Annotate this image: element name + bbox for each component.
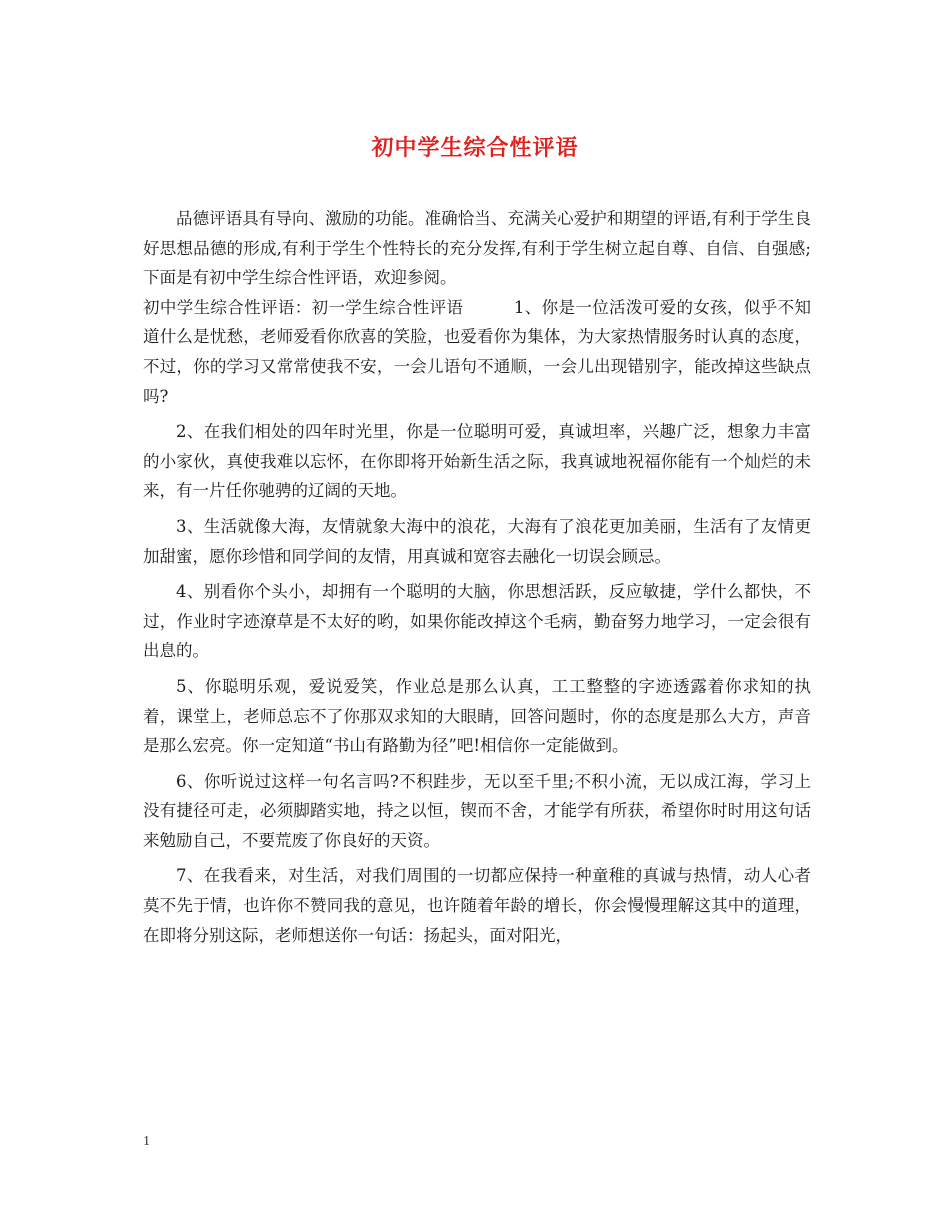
paragraph-comment-1: 初中学生综合性评语：初一学生综合性评语 1、你是一位活泼可爱的女孩，似乎不知道什么是忧愁，老师爱看你欣喜的笑脸，也爱看你为集体，为大家热情服务时认真的态度，不过，你的学习又常常使我不安，一会儿语句不通顺，一会儿出现错别字，能改掉这些缺点吗?	[143, 297, 811, 406]
paragraph-comment-7: 7、在我看来，对生活，对我们周围的一切都应保持一种童稚的真诚与热情，动人心者莫不先于情，也许你不赞同我的意见，也许随着年龄的增长，你会慢慢理解这其中的道理，在即将分别这际，老师想送你一句话：扬起头，面对阳光，	[143, 866, 811, 945]
paragraph-comment-4: 4、别看你个头小，却拥有一个聪明的大脑，你思想活跃，反应敏捷，学什么都快，不过，作业时字迹潦草是不太好的哟，如果你能改掉这个毛病，勤奋努力地学习，一定会很有出息的。	[143, 582, 811, 661]
paragraph-comment-2: 2、在我们相处的四年时光里，你是一位聪明可爱，真诚坦率，兴趣广泛，想象力丰富的小家伙，真使我难以忘怀，在你即将开始新生活之际，我真诚地祝福你能有一个灿烂的未来，有一片任你驰骋的辽阔的天地。	[143, 422, 811, 501]
document-body	[143, 204, 811, 950]
page-number: 1	[143, 1134, 150, 1149]
page-title: 初中学生综合性评语	[371, 135, 579, 161]
paragraph-intro: 品德评语具有导向、激励的功能。准确恰当、充满关心爱护和期望的评语,有利于学生良好思想品德的形成,有利于学生个性特长的充分发挥,有利于学生树立起自尊、自信、自强感;下面是有初中学生综合性评语，欢迎参阅。	[143, 209, 811, 288]
paragraph-comment-3: 3、生活就像大海，友情就象大海中的浪花，大海有了浪花更加美丽，生活有了友情更加甜蜜，愿你珍惜和同学间的友情，用真诚和宽容去融化一切误会顾忌。	[143, 516, 811, 566]
paragraph-comment-6: 6、你听说过这样一句名言吗?不积跬步，无以至千里;不积小流，无以成江海，学习上没有捷径可走，必须脚踏实地，持之以恒，锲而不舍，才能学有所获，希望你时时用这句话来勉励自己，不要荒废了你良好的天资。	[143, 771, 811, 850]
paragraph-comment-5: 5、你聪明乐观，爱说爱笑，作业总是那么认真，工工整整的字迹透露着你求知的执着，课堂上，老师总忘不了你那双求知的大眼睛，回答问题时，你的态度是那么大方，声音是那么宏亮。你一定知道“书山有路勤为径”吧!相信你一定能做到。	[143, 676, 811, 756]
